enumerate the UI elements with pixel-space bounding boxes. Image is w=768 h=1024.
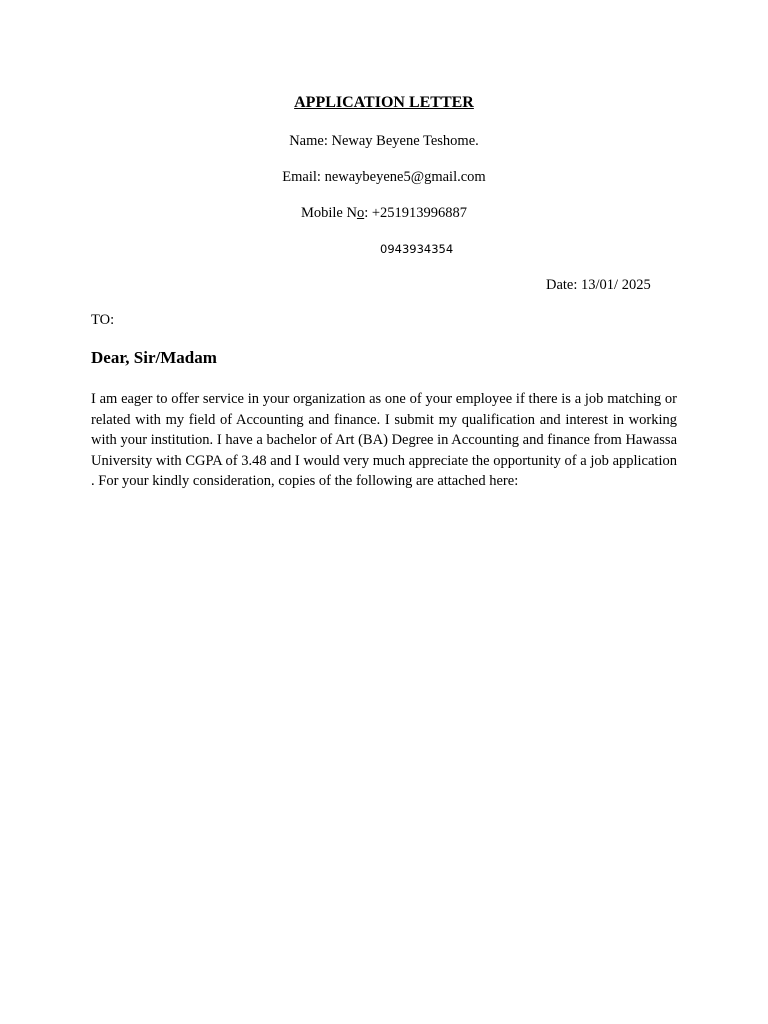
applicant-alt-phone: 0943934354	[380, 242, 454, 256]
salutation: Dear, Sir/Madam	[91, 348, 217, 367]
letter-date: Date: 13/01/ 2025	[546, 277, 651, 293]
letter-body-paragraph: I am eager to offer service in your organization as one of your employee if there is a job matching or related with my field of Accounting and finance. I submit my qualification and interest in working with your institution. I have a bachelor of Art (BA) Degree in Accounting and finance from Hawassa University with CGPA of 3.48 and I would very much appreciate the opportunity of a job application . For your kindly consideration, copies of the following are attached here:	[91, 391, 677, 490]
letter-title: APPLICATION LETTER	[294, 94, 474, 111]
applicant-mobile	[0, 204, 768, 222]
applicant-name: Name: Neway Beyene Teshome.	[289, 133, 479, 149]
applicant-email: Email: newaybeyene5@gmail.com	[282, 169, 486, 185]
recipient-line: TO:	[91, 312, 115, 328]
mobile-value: : +251913996887	[364, 205, 468, 221]
mobile-label-o: o	[356, 205, 365, 221]
mobile-label-prefix: Mobile N	[300, 205, 357, 221]
